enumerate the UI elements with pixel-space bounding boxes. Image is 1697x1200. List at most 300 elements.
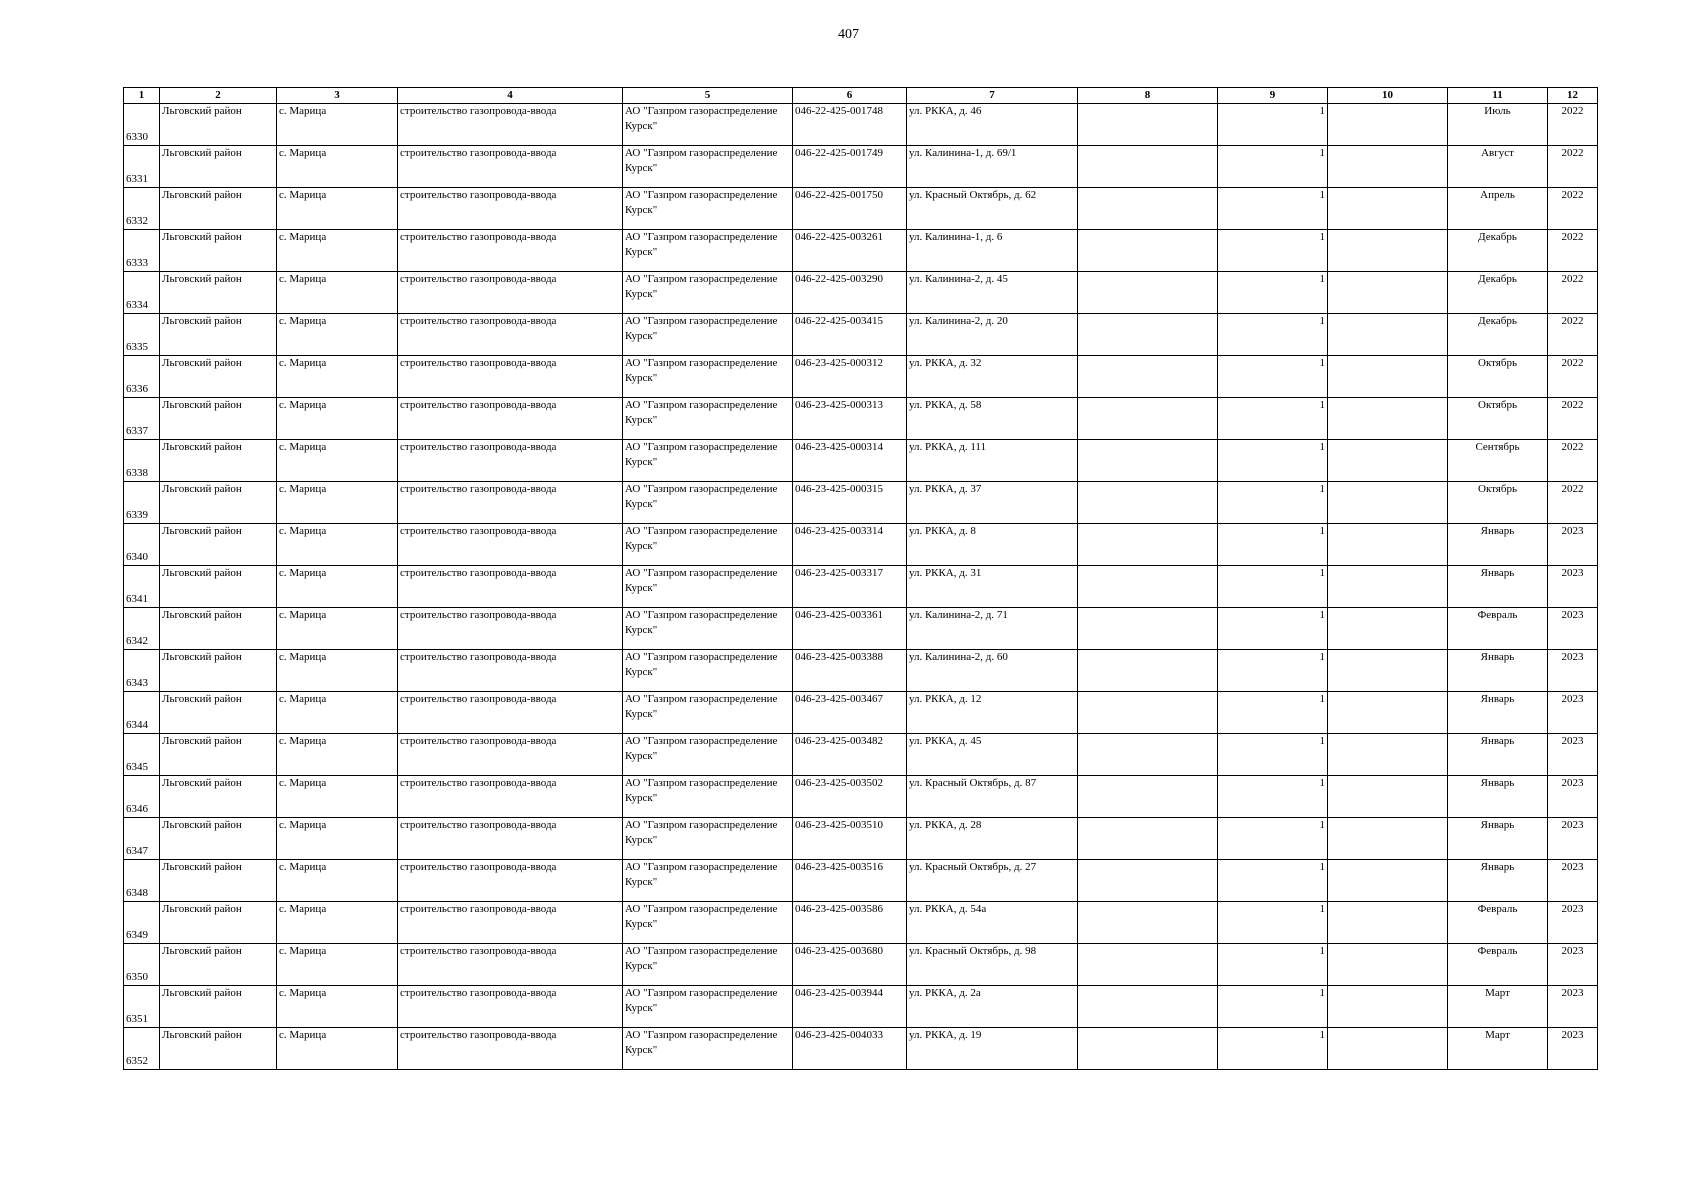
month-cell: Март [1448,1028,1548,1070]
column-8-cell [1078,104,1218,146]
year-cell: 2023 [1548,650,1598,692]
locality-cell: с. Марица [277,398,398,440]
locality-cell: с. Марица [277,692,398,734]
column-header: 10 [1328,88,1448,104]
column-10-cell [1328,902,1448,944]
row-number-cell: 6350 [124,944,160,986]
column-10-cell [1328,104,1448,146]
quantity-cell: 1 [1218,146,1328,188]
column-10-cell [1328,608,1448,650]
row-number-cell: 6340 [124,524,160,566]
column-10-cell [1328,776,1448,818]
column-10-cell [1328,524,1448,566]
district-cell: Льговский район [160,818,277,860]
table-body [124,104,1598,1070]
locality-cell: с. Марица [277,1028,398,1070]
work-type-cell: строительство газопровода-ввода [398,608,623,650]
organization-cell: АО "Газпром газораспределение Курск" [623,566,793,608]
organization-cell: АО "Газпром газораспределение Курск" [623,608,793,650]
year-cell: 2022 [1548,440,1598,482]
locality-cell: с. Марица [277,104,398,146]
year-cell: 2023 [1548,818,1598,860]
column-8-cell [1078,188,1218,230]
address-cell: ул. Калинина-2, д. 45 [907,272,1078,314]
registry-code-cell: 046-23-425-003467 [793,692,907,734]
registry-code-cell: 046-22-425-003290 [793,272,907,314]
table-row [124,566,1598,608]
column-8-cell [1078,902,1218,944]
row-number-cell: 6341 [124,566,160,608]
column-header: 12 [1548,88,1598,104]
locality-cell: с. Марица [277,146,398,188]
address-cell: ул. Красный Октябрь, д. 98 [907,944,1078,986]
table-row [124,692,1598,734]
month-cell: Январь [1448,776,1548,818]
registry-code-cell: 046-23-425-003482 [793,734,907,776]
address-cell: ул. РККА, д. 28 [907,818,1078,860]
work-type-cell: строительство газопровода-ввода [398,272,623,314]
locality-cell: с. Марица [277,356,398,398]
registry-code-cell: 046-22-425-001750 [793,188,907,230]
address-cell: ул. РККА, д. 8 [907,524,1078,566]
table-row [124,272,1598,314]
table-row [124,902,1598,944]
year-cell: 2023 [1548,776,1598,818]
address-cell: ул. РККА, д. 58 [907,398,1078,440]
address-cell: ул. РККА, д. 54а [907,902,1078,944]
locality-cell: с. Марица [277,440,398,482]
table-row [124,104,1598,146]
registry-code-cell: 046-23-425-000312 [793,356,907,398]
quantity-cell: 1 [1218,734,1328,776]
table-row [124,860,1598,902]
district-cell: Льговский район [160,398,277,440]
district-cell: Льговский район [160,650,277,692]
column-8-cell [1078,566,1218,608]
address-cell: ул. РККА, д. 19 [907,1028,1078,1070]
header-row [124,88,1598,104]
column-10-cell [1328,566,1448,608]
locality-cell: с. Марица [277,188,398,230]
year-cell: 2023 [1548,902,1598,944]
work-type-cell: строительство газопровода-ввода [398,188,623,230]
table-row [124,146,1598,188]
column-header: 4 [398,88,623,104]
quantity-cell: 1 [1218,776,1328,818]
column-10-cell [1328,146,1448,188]
month-cell: Январь [1448,692,1548,734]
month-cell: Январь [1448,650,1548,692]
address-cell: ул. Калинина-2, д. 71 [907,608,1078,650]
district-cell: Льговский район [160,314,277,356]
work-type-cell: строительство газопровода-ввода [398,692,623,734]
table-row [124,944,1598,986]
locality-cell: с. Марица [277,608,398,650]
year-cell: 2022 [1548,272,1598,314]
organization-cell: АО "Газпром газораспределение Курск" [623,776,793,818]
address-cell: ул. РККА, д. 32 [907,356,1078,398]
quantity-cell: 1 [1218,986,1328,1028]
organization-cell: АО "Газпром газораспределение Курск" [623,650,793,692]
column-10-cell [1328,230,1448,272]
column-8-cell [1078,440,1218,482]
row-number-cell: 6332 [124,188,160,230]
locality-cell: с. Марица [277,230,398,272]
registry-code-cell: 046-23-425-000314 [793,440,907,482]
year-cell: 2022 [1548,314,1598,356]
row-number-cell: 6348 [124,860,160,902]
registry-code-cell: 046-23-425-000313 [793,398,907,440]
organization-cell: АО "Газпром газораспределение Курск" [623,146,793,188]
organization-cell: АО "Газпром газораспределение Курск" [623,1028,793,1070]
organization-cell: АО "Газпром газораспределение Курск" [623,398,793,440]
organization-cell: АО "Газпром газораспределение Курск" [623,482,793,524]
quantity-cell: 1 [1218,650,1328,692]
page-number: 407 [838,27,859,42]
month-cell: Октябрь [1448,356,1548,398]
work-type-cell: строительство газопровода-ввода [398,314,623,356]
column-header: 3 [277,88,398,104]
registry-code-cell: 046-22-425-001748 [793,104,907,146]
month-cell: Апрель [1448,188,1548,230]
month-cell: Декабрь [1448,230,1548,272]
address-cell: ул. РККА, д. 31 [907,566,1078,608]
column-10-cell [1328,356,1448,398]
registry-code-cell: 046-23-425-003516 [793,860,907,902]
organization-cell: АО "Газпром газораспределение Курск" [623,692,793,734]
year-cell: 2022 [1548,398,1598,440]
quantity-cell: 1 [1218,524,1328,566]
table-row [124,440,1598,482]
column-10-cell [1328,734,1448,776]
table-row [124,1028,1598,1070]
quantity-cell: 1 [1218,398,1328,440]
column-10-cell [1328,1028,1448,1070]
column-8-cell [1078,1028,1218,1070]
address-cell: ул. РККА, д. 12 [907,692,1078,734]
organization-cell: АО "Газпром газораспределение Курск" [623,356,793,398]
column-10-cell [1328,692,1448,734]
locality-cell: с. Марица [277,944,398,986]
month-cell: Январь [1448,734,1548,776]
registry-code-cell: 046-23-425-003944 [793,986,907,1028]
column-10-cell [1328,440,1448,482]
work-type-cell: строительство газопровода-ввода [398,776,623,818]
address-cell: ул. Калинина-1, д. 6 [907,230,1078,272]
row-number-cell: 6346 [124,776,160,818]
column-10-cell [1328,398,1448,440]
table-row [124,650,1598,692]
year-cell: 2023 [1548,944,1598,986]
year-cell: 2022 [1548,188,1598,230]
registry-code-cell: 046-23-425-003317 [793,566,907,608]
column-header: 8 [1078,88,1218,104]
row-number-cell: 6352 [124,1028,160,1070]
district-cell: Льговский район [160,986,277,1028]
year-cell: 2023 [1548,860,1598,902]
work-type-cell: строительство газопровода-ввода [398,860,623,902]
column-header: 5 [623,88,793,104]
district-cell: Льговский район [160,902,277,944]
address-cell: ул. Красный Октябрь, д. 62 [907,188,1078,230]
organization-cell: АО "Газпром газораспределение Курск" [623,230,793,272]
year-cell: 2022 [1548,104,1598,146]
registry-table [123,87,1598,1070]
work-type-cell: строительство газопровода-ввода [398,1028,623,1070]
column-10-cell [1328,482,1448,524]
month-cell: Август [1448,146,1548,188]
column-8-cell [1078,860,1218,902]
column-10-cell [1328,188,1448,230]
column-8-cell [1078,230,1218,272]
organization-cell: АО "Газпром газораспределение Курск" [623,734,793,776]
district-cell: Льговский район [160,734,277,776]
year-cell: 2023 [1548,734,1598,776]
quantity-cell: 1 [1218,104,1328,146]
column-10-cell [1328,986,1448,1028]
column-10-cell [1328,314,1448,356]
table-row [124,230,1598,272]
work-type-cell: строительство газопровода-ввода [398,986,623,1028]
table-row [124,482,1598,524]
district-cell: Льговский район [160,272,277,314]
registry-code-cell: 046-22-425-001749 [793,146,907,188]
locality-cell: с. Марица [277,902,398,944]
column-10-cell [1328,272,1448,314]
table-row [124,398,1598,440]
address-cell: ул. Красный Октябрь, д. 27 [907,860,1078,902]
month-cell: Сентябрь [1448,440,1548,482]
quantity-cell: 1 [1218,818,1328,860]
row-number-cell: 6343 [124,650,160,692]
organization-cell: АО "Газпром газораспределение Курск" [623,104,793,146]
district-cell: Льговский район [160,692,277,734]
column-header: 2 [160,88,277,104]
organization-cell: АО "Газпром газораспределение Курск" [623,986,793,1028]
table-row [124,776,1598,818]
address-cell: ул. РККА, д. 37 [907,482,1078,524]
row-number-cell: 6339 [124,482,160,524]
work-type-cell: строительство газопровода-ввода [398,818,623,860]
month-cell: Февраль [1448,902,1548,944]
row-number-cell: 6331 [124,146,160,188]
district-cell: Льговский район [160,860,277,902]
month-cell: Январь [1448,860,1548,902]
district-cell: Льговский район [160,440,277,482]
district-cell: Льговский район [160,944,277,986]
column-8-cell [1078,356,1218,398]
year-cell: 2023 [1548,1028,1598,1070]
work-type-cell: строительство газопровода-ввода [398,440,623,482]
column-8-cell [1078,482,1218,524]
work-type-cell: строительство газопровода-ввода [398,104,623,146]
work-type-cell: строительство газопровода-ввода [398,356,623,398]
row-number-cell: 6338 [124,440,160,482]
year-cell: 2022 [1548,482,1598,524]
row-number-cell: 6349 [124,902,160,944]
registry-code-cell: 046-22-425-003415 [793,314,907,356]
district-cell: Льговский район [160,524,277,566]
locality-cell: с. Марица [277,650,398,692]
quantity-cell: 1 [1218,902,1328,944]
row-number-cell: 6342 [124,608,160,650]
month-cell: Октябрь [1448,482,1548,524]
registry-code-cell: 046-23-425-003680 [793,944,907,986]
table-row [124,608,1598,650]
row-number-cell: 6330 [124,104,160,146]
registry-code-cell: 046-23-425-003586 [793,902,907,944]
organization-cell: АО "Газпром газораспределение Курск" [623,860,793,902]
month-cell: Март [1448,986,1548,1028]
column-header: 1 [124,88,160,104]
registry-code-cell: 046-22-425-003261 [793,230,907,272]
registry-code-cell: 046-23-425-003314 [793,524,907,566]
row-number-cell: 6344 [124,692,160,734]
row-number-cell: 6351 [124,986,160,1028]
district-cell: Льговский район [160,776,277,818]
locality-cell: с. Марица [277,818,398,860]
organization-cell: АО "Газпром газораспределение Курск" [623,440,793,482]
work-type-cell: строительство газопровода-ввода [398,482,623,524]
table-row [124,734,1598,776]
address-cell: ул. Калинина-2, д. 60 [907,650,1078,692]
locality-cell: с. Марица [277,860,398,902]
column-8-cell [1078,734,1218,776]
column-8-cell [1078,650,1218,692]
quantity-cell: 1 [1218,314,1328,356]
table-row [124,818,1598,860]
year-cell: 2022 [1548,230,1598,272]
quantity-cell: 1 [1218,272,1328,314]
month-cell: Декабрь [1448,272,1548,314]
year-cell: 2023 [1548,692,1598,734]
year-cell: 2023 [1548,986,1598,1028]
address-cell: ул. РККА, д. 45 [907,734,1078,776]
table-row [124,986,1598,1028]
column-8-cell [1078,818,1218,860]
address-cell: ул. Красный Октябрь, д. 87 [907,776,1078,818]
work-type-cell: строительство газопровода-ввода [398,650,623,692]
quantity-cell: 1 [1218,188,1328,230]
work-type-cell: строительство газопровода-ввода [398,902,623,944]
organization-cell: АО "Газпром газораспределение Курск" [623,314,793,356]
address-cell: ул. РККА, д. 2а [907,986,1078,1028]
row-number-cell: 6335 [124,314,160,356]
column-8-cell [1078,524,1218,566]
month-cell: Декабрь [1448,314,1548,356]
year-cell: 2023 [1548,566,1598,608]
work-type-cell: строительство газопровода-ввода [398,566,623,608]
registry-code-cell: 046-23-425-003361 [793,608,907,650]
quantity-cell: 1 [1218,1028,1328,1070]
month-cell: Февраль [1448,608,1548,650]
work-type-cell: строительство газопровода-ввода [398,524,623,566]
column-10-cell [1328,944,1448,986]
locality-cell: с. Марица [277,734,398,776]
year-cell: 2022 [1548,146,1598,188]
column-8-cell [1078,776,1218,818]
district-cell: Льговский район [160,356,277,398]
table-row [124,314,1598,356]
work-type-cell: строительство газопровода-ввода [398,944,623,986]
row-number-cell: 6345 [124,734,160,776]
district-cell: Льговский район [160,482,277,524]
column-10-cell [1328,650,1448,692]
year-cell: 2022 [1548,356,1598,398]
column-header: 6 [793,88,907,104]
column-10-cell [1328,860,1448,902]
quantity-cell: 1 [1218,860,1328,902]
locality-cell: с. Марица [277,314,398,356]
month-cell: Октябрь [1448,398,1548,440]
month-cell: Июль [1448,104,1548,146]
registry-code-cell: 046-23-425-003388 [793,650,907,692]
column-8-cell [1078,272,1218,314]
work-type-cell: строительство газопровода-ввода [398,230,623,272]
organization-cell: АО "Газпром газораспределение Курск" [623,818,793,860]
organization-cell: АО "Газпром газораспределение Курск" [623,188,793,230]
column-header: 11 [1448,88,1548,104]
quantity-cell: 1 [1218,356,1328,398]
work-type-cell: строительство газопровода-ввода [398,146,623,188]
organization-cell: АО "Газпром газораспределение Курск" [623,944,793,986]
year-cell: 2023 [1548,608,1598,650]
district-cell: Льговский район [160,1028,277,1070]
quantity-cell: 1 [1218,482,1328,524]
registry-code-cell: 046-23-425-003502 [793,776,907,818]
quantity-cell: 1 [1218,944,1328,986]
address-cell: ул. Калинина-1, д. 69/1 [907,146,1078,188]
locality-cell: с. Марица [277,272,398,314]
address-cell: ул. РККА, д. 46 [907,104,1078,146]
column-8-cell [1078,692,1218,734]
table-row [124,524,1598,566]
quantity-cell: 1 [1218,440,1328,482]
district-cell: Льговский район [160,230,277,272]
locality-cell: с. Марица [277,776,398,818]
row-number-cell: 6334 [124,272,160,314]
year-cell: 2023 [1548,524,1598,566]
district-cell: Льговский район [160,104,277,146]
table-row [124,356,1598,398]
quantity-cell: 1 [1218,566,1328,608]
row-number-cell: 6337 [124,398,160,440]
column-8-cell [1078,314,1218,356]
column-8-cell [1078,944,1218,986]
quantity-cell: 1 [1218,608,1328,650]
work-type-cell: строительство газопровода-ввода [398,734,623,776]
column-8-cell [1078,146,1218,188]
district-cell: Льговский район [160,566,277,608]
organization-cell: АО "Газпром газораспределение Курск" [623,524,793,566]
organization-cell: АО "Газпром газораспределение Курск" [623,902,793,944]
quantity-cell: 1 [1218,692,1328,734]
table-row [124,188,1598,230]
organization-cell: АО "Газпром газораспределение Курск" [623,272,793,314]
locality-cell: с. Марица [277,566,398,608]
quantity-cell: 1 [1218,230,1328,272]
column-header: 7 [907,88,1078,104]
month-cell: Январь [1448,566,1548,608]
month-cell: Январь [1448,818,1548,860]
locality-cell: с. Марица [277,986,398,1028]
district-cell: Льговский район [160,146,277,188]
address-cell: ул. РККА, д. 111 [907,440,1078,482]
row-number-cell: 6347 [124,818,160,860]
registry-code-cell: 046-23-425-004033 [793,1028,907,1070]
locality-cell: с. Марица [277,482,398,524]
column-8-cell [1078,608,1218,650]
